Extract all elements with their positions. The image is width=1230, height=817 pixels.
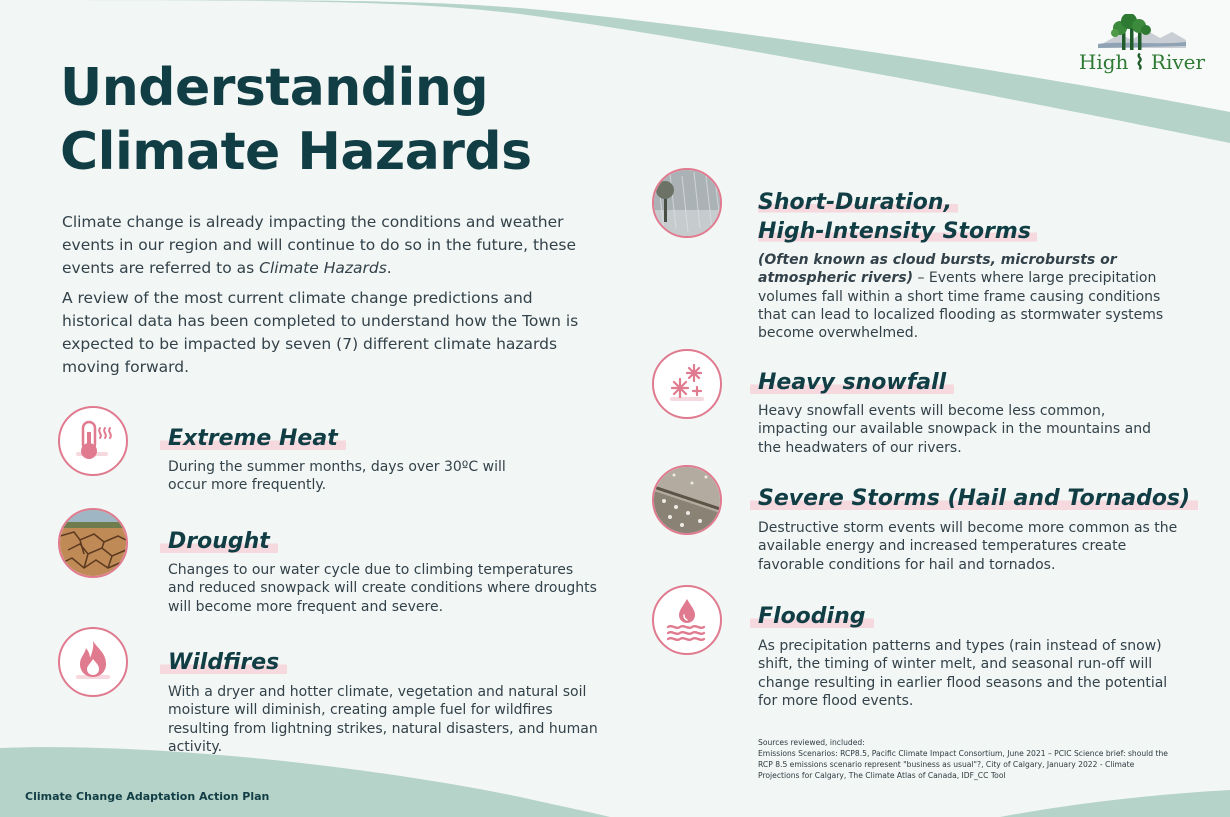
- drought-description: Changes to our water cycle due to climbing temperatures and reduced snowpack will create conditions where droughts will become more frequent and severe.: [168, 562, 597, 615]
- logo-wordmark: High ⌇ River: [1078, 50, 1206, 74]
- drought-title: Drought: [160, 528, 278, 556]
- rainstorm-photo: [652, 168, 722, 238]
- short-duration-storms-description: (Often known as cloud bursts, microbursts or atmospheric rivers) – Events where large precipitation volumes fall within a short time frame causing conditions that can lead to localized flooding as stormwater systems become overwhelmed.: [758, 252, 1164, 342]
- short-duration-storms-title: Short-Duration, High-Intensity Storms: [758, 188, 1037, 246]
- page-title: Understanding Climate Hazards: [60, 58, 532, 182]
- heavy-snowfall-title: Heavy snowfall: [750, 369, 954, 397]
- intro-paragraph-1: Climate change is already impacting the conditions and weather events in our region and will continue to do so in the future, these events are referred to as Climate Hazards.: [62, 213, 576, 277]
- thermometer-heat-icon: [58, 406, 128, 476]
- heavy-snowfall-description: Heavy snowfall events will become less common, impacting our available snowpack in the mountains and the headwaters of our rivers.: [758, 403, 1151, 456]
- intro-paragraph-2: A review of the most current climate change predictions and historical data has been completed to understand how the Town is expected to be impacted by seven (7) different climate hazards moving forward.: [62, 289, 579, 376]
- severe-storms-description: Destructive storm events will become more common as the available energy and increased temperatures create favorable conditions for hail and tornados.: [758, 520, 1178, 573]
- flooding-title: Flooding: [750, 603, 874, 631]
- severe-storms-title: Severe Storms (Hail and Tornados): [750, 485, 1198, 513]
- snowflakes-icon: [652, 349, 722, 419]
- wildfires-title: Wildfires: [160, 649, 287, 677]
- extreme-heat-description: During the summer months, days over 30ºC will occur more frequently.: [168, 459, 506, 494]
- extreme-heat-title: Extreme Heat: [160, 425, 346, 453]
- water-drop-waves-icon: [652, 585, 722, 655]
- sources-note: Sources reviewed, included: Emissions Scenarios: RCP8.5, Pacific Climate Impact Consortium, June 2021 – PCIC Science brief: should the RCP 8.5 emissions scenario represent "business as usual"?, City of Calgary, January 2022 - Climate Projections for Calgary, The Climate Atlas of Canada, IDF_CC Tool: [758, 738, 1168, 780]
- wildfires-description: With a dryer and hotter climate, vegetation and natural soil moisture will diminish, creating ample fuel for wildfires resulting from lightning strikes, natural disasters, and human activity.: [168, 684, 598, 755]
- high-river-logo: [1068, 14, 1216, 76]
- flooding-description: As precipitation patterns and types (rain instead of snow) shift, the timing of winter melt, and seasonal run-off will change resulting in earlier flood seasons and the potential for more flood events.: [758, 638, 1168, 709]
- flame-icon: [58, 627, 128, 697]
- tree-mountain-logo-icon: [1098, 14, 1186, 54]
- cracked-earth-photo: [58, 508, 128, 578]
- footer-plan-title: Climate Change Adaptation Action Plan: [25, 790, 270, 803]
- hail-photo: [652, 465, 722, 535]
